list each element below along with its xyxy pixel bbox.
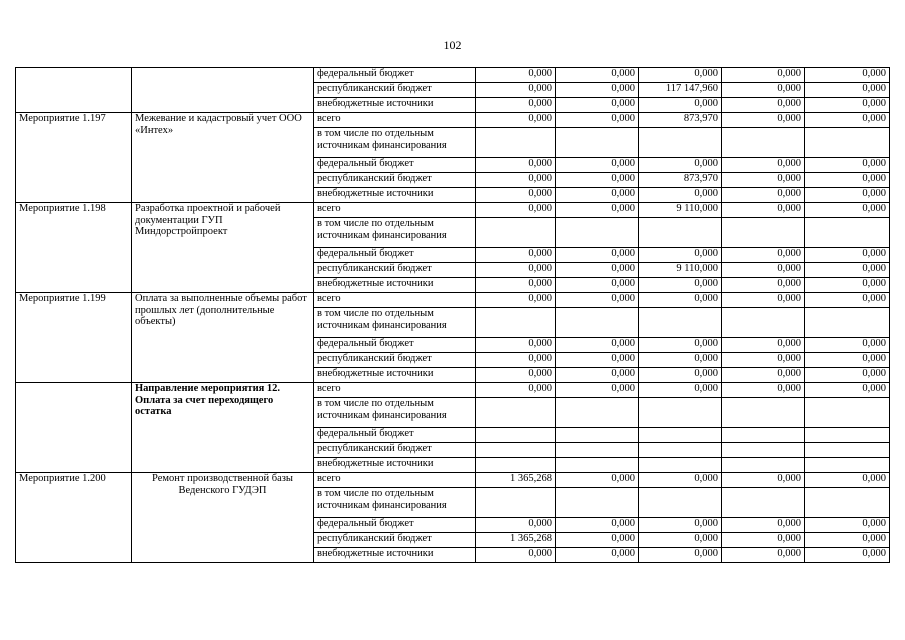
amount-cell — [722, 488, 805, 518]
amount-cell: 0,000 — [722, 533, 805, 548]
amount-cell: 0,000 — [722, 98, 805, 113]
amount-cell: 0,000 — [722, 113, 805, 128]
amount-cell — [722, 308, 805, 338]
amount-cell — [639, 443, 722, 458]
amount-cell: 0,000 — [476, 548, 556, 563]
amount-cell: 0,000 — [476, 158, 556, 173]
amount-cell: 0,000 — [556, 188, 639, 203]
amount-cell — [476, 398, 556, 428]
amount-cell: 0,000 — [805, 188, 890, 203]
amount-cell: 0,000 — [476, 98, 556, 113]
amount-cell: 1 365,268 — [476, 533, 556, 548]
amount-cell: 0,000 — [556, 173, 639, 188]
amount-cell: 0,000 — [639, 533, 722, 548]
budget-table-body — [16, 68, 890, 563]
amount-cell — [476, 218, 556, 248]
amount-cell: 0,000 — [805, 533, 890, 548]
amount-cell: 0,000 — [476, 368, 556, 383]
table-row — [16, 293, 890, 308]
amount-cell: 0,000 — [556, 548, 639, 563]
funding-source: республиканский бюджет — [314, 263, 476, 278]
amount-cell: 9 110,000 — [639, 203, 722, 218]
amount-cell: 0,000 — [722, 68, 805, 83]
amount-cell: 0,000 — [639, 248, 722, 263]
activity-name: Ремонт производственной базы Веденского ГУДЭП — [132, 473, 314, 563]
amount-cell: 0,000 — [476, 353, 556, 368]
amount-cell: 873,970 — [639, 113, 722, 128]
funding-source: федеральный бюджет — [314, 338, 476, 353]
amount-cell — [805, 458, 890, 473]
amount-cell — [476, 128, 556, 158]
amount-cell: 0,000 — [556, 518, 639, 533]
amount-cell — [805, 428, 890, 443]
amount-cell: 9 110,000 — [639, 263, 722, 278]
amount-cell: 0,000 — [805, 383, 890, 398]
funding-source: республиканский бюджет — [314, 443, 476, 458]
amount-cell: 0,000 — [556, 263, 639, 278]
amount-cell — [556, 443, 639, 458]
activity-id: Мероприятие 1.199 — [16, 293, 132, 383]
amount-cell — [805, 398, 890, 428]
amount-cell: 0,000 — [805, 173, 890, 188]
amount-cell — [639, 128, 722, 158]
amount-cell — [476, 458, 556, 473]
amount-cell: 0,000 — [476, 383, 556, 398]
funding-source: федеральный бюджет — [314, 68, 476, 83]
amount-cell: 0,000 — [639, 353, 722, 368]
funding-source: внебюджетные источники — [314, 98, 476, 113]
amount-cell: 0,000 — [556, 68, 639, 83]
amount-cell — [722, 458, 805, 473]
amount-cell: 0,000 — [722, 368, 805, 383]
amount-cell: 0,000 — [805, 473, 890, 488]
amount-cell — [639, 488, 722, 518]
amount-cell: 0,000 — [476, 293, 556, 308]
amount-cell: 0,000 — [639, 473, 722, 488]
amount-cell: 0,000 — [805, 368, 890, 383]
amount-cell: 0,000 — [722, 83, 805, 98]
amount-cell: 0,000 — [722, 548, 805, 563]
funding-source: внебюджетные источники — [314, 548, 476, 563]
amount-cell: 0,000 — [639, 68, 722, 83]
table-row — [16, 473, 890, 488]
activity-name: Межевание и кадастровый учет ООО «Интех» — [132, 113, 314, 203]
amount-cell: 0,000 — [476, 188, 556, 203]
funding-source: внебюджетные источники — [314, 188, 476, 203]
funding-source: в том числе по отдельным источникам финансирования — [314, 398, 476, 428]
amount-cell: 0,000 — [639, 518, 722, 533]
amount-cell: 0,000 — [476, 83, 556, 98]
amount-cell — [556, 488, 639, 518]
amount-cell: 0,000 — [639, 383, 722, 398]
funding-source: всего — [314, 203, 476, 218]
amount-cell: 117 147,960 — [639, 83, 722, 98]
funding-source: федеральный бюджет — [314, 158, 476, 173]
amount-cell: 0,000 — [476, 68, 556, 83]
funding-source: республиканский бюджет — [314, 533, 476, 548]
amount-cell: 0,000 — [805, 353, 890, 368]
funding-source: всего — [314, 113, 476, 128]
amount-cell: 0,000 — [805, 113, 890, 128]
amount-cell: 0,000 — [805, 83, 890, 98]
activity-name — [132, 68, 314, 113]
funding-source: федеральный бюджет — [314, 518, 476, 533]
funding-source: внебюджетные источники — [314, 458, 476, 473]
table-row — [16, 203, 890, 218]
activity-id: Мероприятие 1.197 — [16, 113, 132, 203]
amount-cell: 0,000 — [476, 113, 556, 128]
amount-cell: 0,000 — [805, 263, 890, 278]
activity-name: Разработка проектной и рабочей документации ГУП Миндорстройпроект — [132, 203, 314, 293]
amount-cell: 0,000 — [556, 203, 639, 218]
funding-source: всего — [314, 383, 476, 398]
amount-cell — [722, 428, 805, 443]
amount-cell — [639, 218, 722, 248]
activity-name: Направление мероприятия 12. Оплата за счет переходящего остатка — [132, 383, 314, 473]
funding-source: республиканский бюджет — [314, 173, 476, 188]
budget-table — [15, 67, 890, 563]
amount-cell: 0,000 — [805, 68, 890, 83]
table-row — [16, 113, 890, 128]
amount-cell: 0,000 — [556, 278, 639, 293]
funding-source: в том числе по отдельным источникам финансирования — [314, 218, 476, 248]
amount-cell: 0,000 — [556, 248, 639, 263]
amount-cell: 0,000 — [805, 98, 890, 113]
amount-cell: 0,000 — [476, 338, 556, 353]
amount-cell: 0,000 — [476, 203, 556, 218]
table-row — [16, 68, 890, 83]
amount-cell — [639, 308, 722, 338]
amount-cell — [805, 443, 890, 458]
amount-cell — [556, 428, 639, 443]
amount-cell: 0,000 — [722, 473, 805, 488]
amount-cell — [476, 308, 556, 338]
amount-cell: 873,970 — [639, 173, 722, 188]
table-row — [16, 383, 890, 398]
amount-cell — [722, 218, 805, 248]
amount-cell — [722, 128, 805, 158]
amount-cell: 1 365,268 — [476, 473, 556, 488]
amount-cell: 0,000 — [639, 278, 722, 293]
amount-cell: 0,000 — [722, 338, 805, 353]
amount-cell — [476, 443, 556, 458]
amount-cell — [805, 218, 890, 248]
amount-cell: 0,000 — [556, 158, 639, 173]
amount-cell: 0,000 — [556, 353, 639, 368]
amount-cell: 0,000 — [722, 353, 805, 368]
amount-cell: 0,000 — [805, 278, 890, 293]
amount-cell: 0,000 — [722, 188, 805, 203]
amount-cell — [639, 428, 722, 443]
amount-cell — [805, 488, 890, 518]
amount-cell: 0,000 — [556, 98, 639, 113]
amount-cell: 0,000 — [805, 548, 890, 563]
amount-cell — [722, 443, 805, 458]
activity-name: Оплата за выполненные объемы работ прошлых лет (дополнительные объекты) — [132, 293, 314, 383]
amount-cell: 0,000 — [722, 518, 805, 533]
amount-cell — [556, 398, 639, 428]
funding-source: федеральный бюджет — [314, 428, 476, 443]
funding-source: в том числе по отдельным источникам финансирования — [314, 488, 476, 518]
amount-cell — [805, 308, 890, 338]
amount-cell: 0,000 — [805, 158, 890, 173]
amount-cell — [556, 458, 639, 473]
amount-cell: 0,000 — [722, 383, 805, 398]
amount-cell — [556, 308, 639, 338]
funding-source: в том числе по отдельным источникам финансирования — [314, 308, 476, 338]
amount-cell — [556, 128, 639, 158]
funding-source: внебюджетные источники — [314, 368, 476, 383]
funding-source: всего — [314, 293, 476, 308]
amount-cell: 0,000 — [556, 473, 639, 488]
funding-source: внебюджетные источники — [314, 278, 476, 293]
amount-cell: 0,000 — [722, 173, 805, 188]
amount-cell: 0,000 — [639, 98, 722, 113]
amount-cell — [476, 428, 556, 443]
amount-cell: 0,000 — [805, 518, 890, 533]
amount-cell: 0,000 — [556, 368, 639, 383]
amount-cell: 0,000 — [722, 278, 805, 293]
amount-cell: 0,000 — [639, 188, 722, 203]
amount-cell — [722, 398, 805, 428]
amount-cell: 0,000 — [722, 293, 805, 308]
amount-cell: 0,000 — [556, 293, 639, 308]
activity-id: Мероприятие 1.200 — [16, 473, 132, 563]
amount-cell: 0,000 — [639, 158, 722, 173]
amount-cell — [639, 398, 722, 428]
activity-id — [16, 68, 132, 113]
amount-cell: 0,000 — [476, 518, 556, 533]
amount-cell: 0,000 — [556, 338, 639, 353]
amount-cell: 0,000 — [722, 158, 805, 173]
funding-source: всего — [314, 473, 476, 488]
amount-cell: 0,000 — [722, 263, 805, 278]
funding-source: в том числе по отдельным источникам финансирования — [314, 128, 476, 158]
activity-id: Мероприятие 1.198 — [16, 203, 132, 293]
amount-cell: 0,000 — [805, 203, 890, 218]
amount-cell: 0,000 — [639, 293, 722, 308]
page-number: 102 — [443, 38, 462, 52]
funding-source: республиканский бюджет — [314, 83, 476, 98]
amount-cell: 0,000 — [556, 533, 639, 548]
amount-cell: 0,000 — [476, 248, 556, 263]
amount-cell — [639, 458, 722, 473]
amount-cell — [805, 128, 890, 158]
amount-cell: 0,000 — [639, 548, 722, 563]
funding-source: республиканский бюджет — [314, 353, 476, 368]
amount-cell: 0,000 — [556, 113, 639, 128]
amount-cell — [476, 488, 556, 518]
amount-cell: 0,000 — [805, 338, 890, 353]
activity-id — [16, 383, 132, 473]
amount-cell: 0,000 — [639, 368, 722, 383]
amount-cell: 0,000 — [556, 383, 639, 398]
amount-cell: 0,000 — [476, 278, 556, 293]
amount-cell — [556, 218, 639, 248]
amount-cell: 0,000 — [805, 248, 890, 263]
amount-cell: 0,000 — [476, 263, 556, 278]
amount-cell: 0,000 — [556, 83, 639, 98]
amount-cell: 0,000 — [476, 173, 556, 188]
funding-source: федеральный бюджет — [314, 248, 476, 263]
amount-cell: 0,000 — [722, 203, 805, 218]
amount-cell: 0,000 — [805, 293, 890, 308]
amount-cell: 0,000 — [722, 248, 805, 263]
amount-cell: 0,000 — [639, 338, 722, 353]
